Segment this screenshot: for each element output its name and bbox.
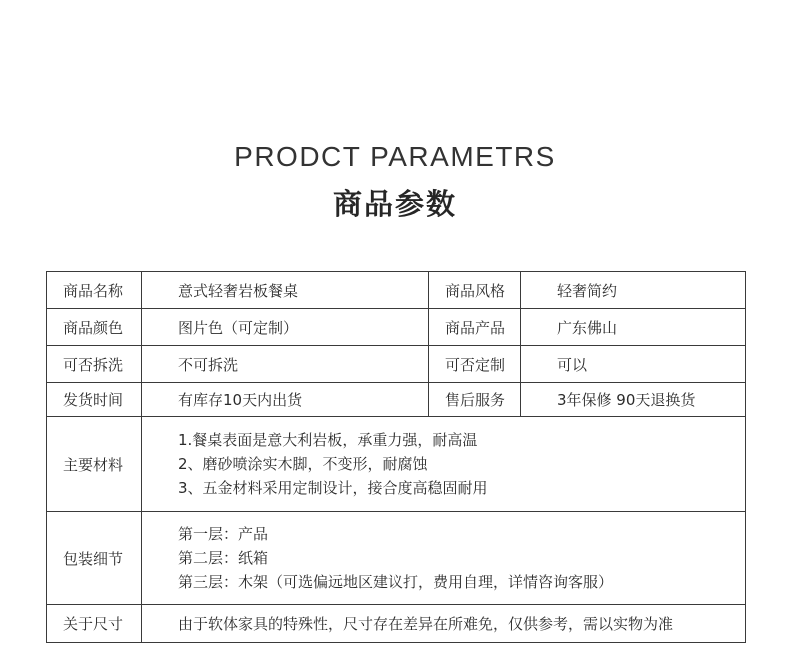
table-row <box>47 417 746 512</box>
material-value <box>142 417 746 512</box>
name-value: 意式轻奢岩板餐桌 <box>142 272 429 309</box>
table-row <box>47 272 746 309</box>
style-label: 商品风格 <box>429 272 521 309</box>
packaging-value <box>142 512 746 605</box>
packaging-line: 第二层：纸箱 <box>178 549 269 567</box>
washable-value: 不可拆洗 <box>142 346 429 383</box>
size-label: 关于尺寸 <box>47 605 142 643</box>
packaging-label: 包装细节 <box>47 512 142 605</box>
table-row <box>47 309 746 346</box>
material-label: 主要材料 <box>47 417 142 512</box>
product-parameters-table <box>46 271 746 643</box>
size-value: 由于软体家具的特殊性，尺寸存在差异在所难免，仅供参考，需以实物为准 <box>142 605 746 643</box>
table-row <box>47 512 746 605</box>
table-row <box>47 383 746 417</box>
shipping-label: 发货时间 <box>47 383 142 417</box>
material-line: 2、磨砂喷涂实木脚，不变形，耐腐蚀 <box>178 455 428 473</box>
table-row <box>47 346 746 383</box>
material-line: 3、五金材料采用定制设计，接合度高稳固耐用 <box>178 479 488 497</box>
page-title-english: PRODCT PARAMETRS <box>234 141 556 172</box>
customizable-label: 可否定制 <box>429 346 521 383</box>
table-row <box>47 605 746 643</box>
after-sales-value: 3年保修 90天退换货 <box>521 383 746 417</box>
page-title-chinese: 商品参数 <box>332 187 457 221</box>
packaging-line: 第三层：木架（可选偏远地区建议打，费用自理，详情咨询客服） <box>178 573 614 591</box>
customizable-value: 可以 <box>521 346 746 383</box>
washable-label: 可否拆洗 <box>47 346 142 383</box>
after-sales-label: 售后服务 <box>429 383 521 417</box>
material-line: 1.餐桌表面是意大利岩板，承重力强，耐高温 <box>178 431 478 449</box>
shipping-value: 有库存10天内出货 <box>142 383 429 417</box>
origin-label: 商品产品 <box>429 309 521 346</box>
color-label: 商品颜色 <box>47 309 142 346</box>
style-value: 轻奢简约 <box>521 272 746 309</box>
name-label: 商品名称 <box>47 272 142 309</box>
origin-value: 广东佛山 <box>521 309 746 346</box>
color-value: 图片色（可定制） <box>142 309 429 346</box>
packaging-line: 第一层：产品 <box>178 525 269 543</box>
